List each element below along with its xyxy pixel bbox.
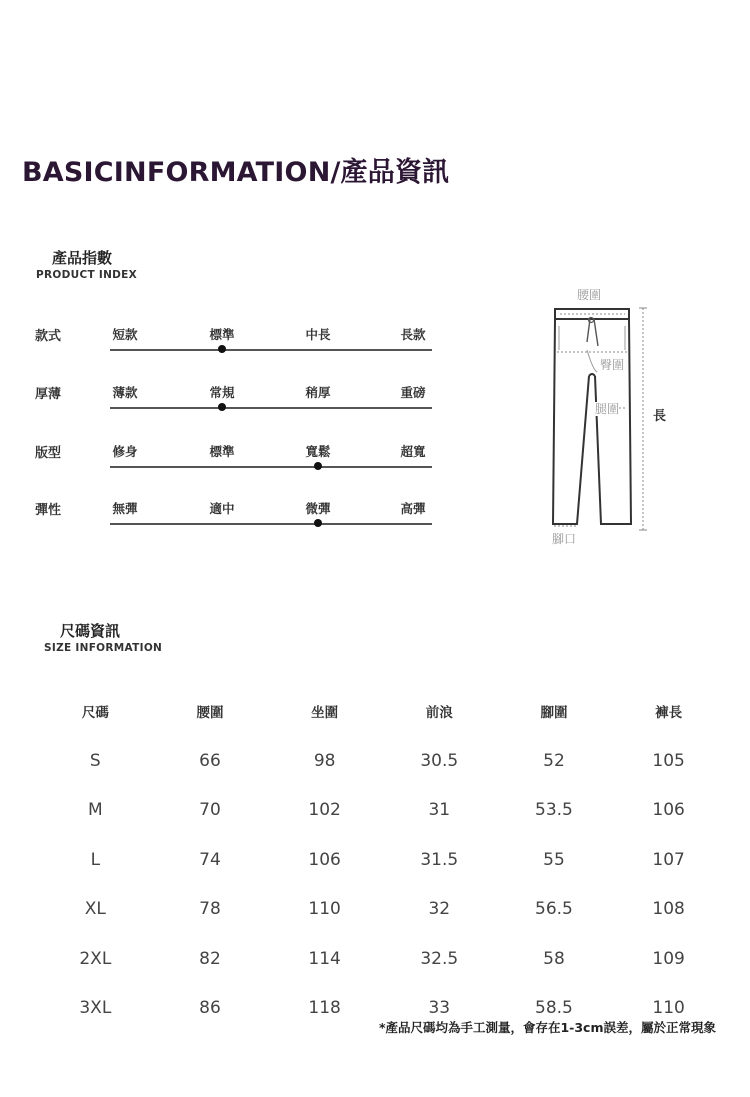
table-cell: 3XL (79, 998, 112, 1019)
table-row (38, 786, 726, 836)
pants-diagram (535, 280, 675, 552)
size-table-header (38, 686, 726, 736)
index-option: 長款 (400, 327, 426, 342)
page-title: BASICINFORMATION/產品資訊 (22, 157, 450, 188)
index-option: 修身 (112, 444, 138, 459)
index-selected-marker (314, 462, 322, 470)
index-row-label: 版型 (35, 446, 62, 461)
table-cell: 86 (199, 998, 221, 1019)
size-table-header-cell: 褲長 (655, 705, 683, 721)
index-scale-line (110, 466, 432, 468)
table-cell: 110 (652, 998, 685, 1019)
index-row-label: 款式 (35, 329, 62, 344)
table-cell: 78 (199, 899, 221, 920)
table-cell: 102 (308, 800, 341, 821)
table-cell: L (90, 849, 101, 870)
table-cell: XL (84, 899, 106, 920)
table-cell: 31 (428, 800, 451, 821)
index-option: 常規 (209, 385, 235, 400)
size-info-subtitle: SIZE INFORMATION (44, 642, 163, 654)
index-scale-line (110, 407, 432, 409)
table-cell: 105 (652, 750, 685, 771)
index-option: 超寬 (400, 444, 426, 459)
table-row (38, 934, 726, 984)
size-info-title: 尺碼資訊 (60, 622, 121, 640)
measurement-note: *產品尺碼均為手工測量，會存在1-3cm誤差，屬於正常現象 (378, 1020, 716, 1035)
index-option: 中長 (305, 327, 331, 342)
index-option: 高彈 (400, 501, 426, 516)
index-row (0, 383, 460, 423)
table-cell: 110 (308, 899, 341, 920)
table-cell: 31.5 (420, 849, 459, 870)
table-cell: 55 (543, 849, 565, 870)
index-option: 寬鬆 (305, 444, 331, 459)
table-cell: 32 (428, 899, 451, 920)
product-index-title: 產品指數 (52, 249, 113, 267)
table-cell: 114 (308, 948, 341, 969)
index-option: 重磅 (400, 385, 426, 400)
length-label: 長 (653, 409, 667, 424)
hip-label: 臀圍 (600, 358, 625, 372)
size-table (38, 686, 726, 1033)
index-option: 薄款 (112, 385, 138, 400)
index-row-label: 厚薄 (35, 387, 62, 402)
table-cell: 118 (308, 998, 341, 1019)
waist-label: 腰圍 (577, 288, 602, 302)
table-cell: 107 (652, 849, 685, 870)
table-cell: 53.5 (535, 800, 573, 821)
table-row (38, 835, 726, 885)
index-selected-marker (314, 519, 322, 527)
table-cell: 58 (543, 948, 565, 969)
index-option: 標準 (209, 444, 235, 459)
index-row (0, 325, 460, 365)
table-cell: 74 (199, 849, 221, 870)
table-cell: 109 (652, 948, 685, 969)
size-table-header-cell: 腳圍 (540, 705, 568, 721)
table-cell: S (89, 750, 101, 771)
table-row (38, 736, 726, 786)
size-table-header-cell: 前浪 (425, 705, 453, 721)
hem-label: 腳口 (552, 532, 577, 546)
table-cell: 82 (199, 948, 221, 969)
index-selected-marker (218, 403, 226, 411)
table-cell: 32.5 (420, 948, 459, 969)
table-cell: 108 (652, 899, 685, 920)
index-option: 適中 (209, 501, 235, 516)
table-cell: 2XL (79, 948, 112, 969)
table-cell: 106 (308, 849, 341, 870)
index-row (0, 442, 460, 482)
table-cell: 66 (199, 750, 221, 771)
product-index-subtitle: PRODUCT INDEX (36, 269, 138, 281)
size-table-header-cell: 腰圍 (196, 705, 224, 721)
size-table-header-cell: 尺碼 (81, 705, 109, 721)
table-cell: 52 (543, 750, 565, 771)
index-option: 標準 (209, 327, 235, 342)
table-cell: 30.5 (420, 750, 459, 771)
table-cell: 33 (428, 998, 451, 1019)
index-row-label: 彈性 (35, 503, 62, 518)
table-cell: 70 (199, 800, 221, 821)
table-cell: 106 (652, 800, 685, 821)
table-cell: 56.5 (535, 899, 573, 920)
index-selected-marker (218, 345, 226, 353)
table-cell: M (87, 800, 103, 821)
index-scale-line (110, 349, 432, 351)
index-option: 微彈 (305, 501, 331, 516)
size-table-header-cell: 坐圍 (311, 705, 339, 721)
index-option: 稍厚 (305, 385, 331, 400)
index-option: 無彈 (112, 501, 138, 516)
table-row (38, 885, 726, 935)
table-cell: 98 (313, 750, 336, 771)
table-cell: 58.5 (535, 998, 573, 1019)
index-row (0, 499, 460, 539)
index-scale-line (110, 523, 432, 525)
thigh-label: 腿圍 (595, 402, 620, 416)
index-option: 短款 (112, 327, 138, 342)
